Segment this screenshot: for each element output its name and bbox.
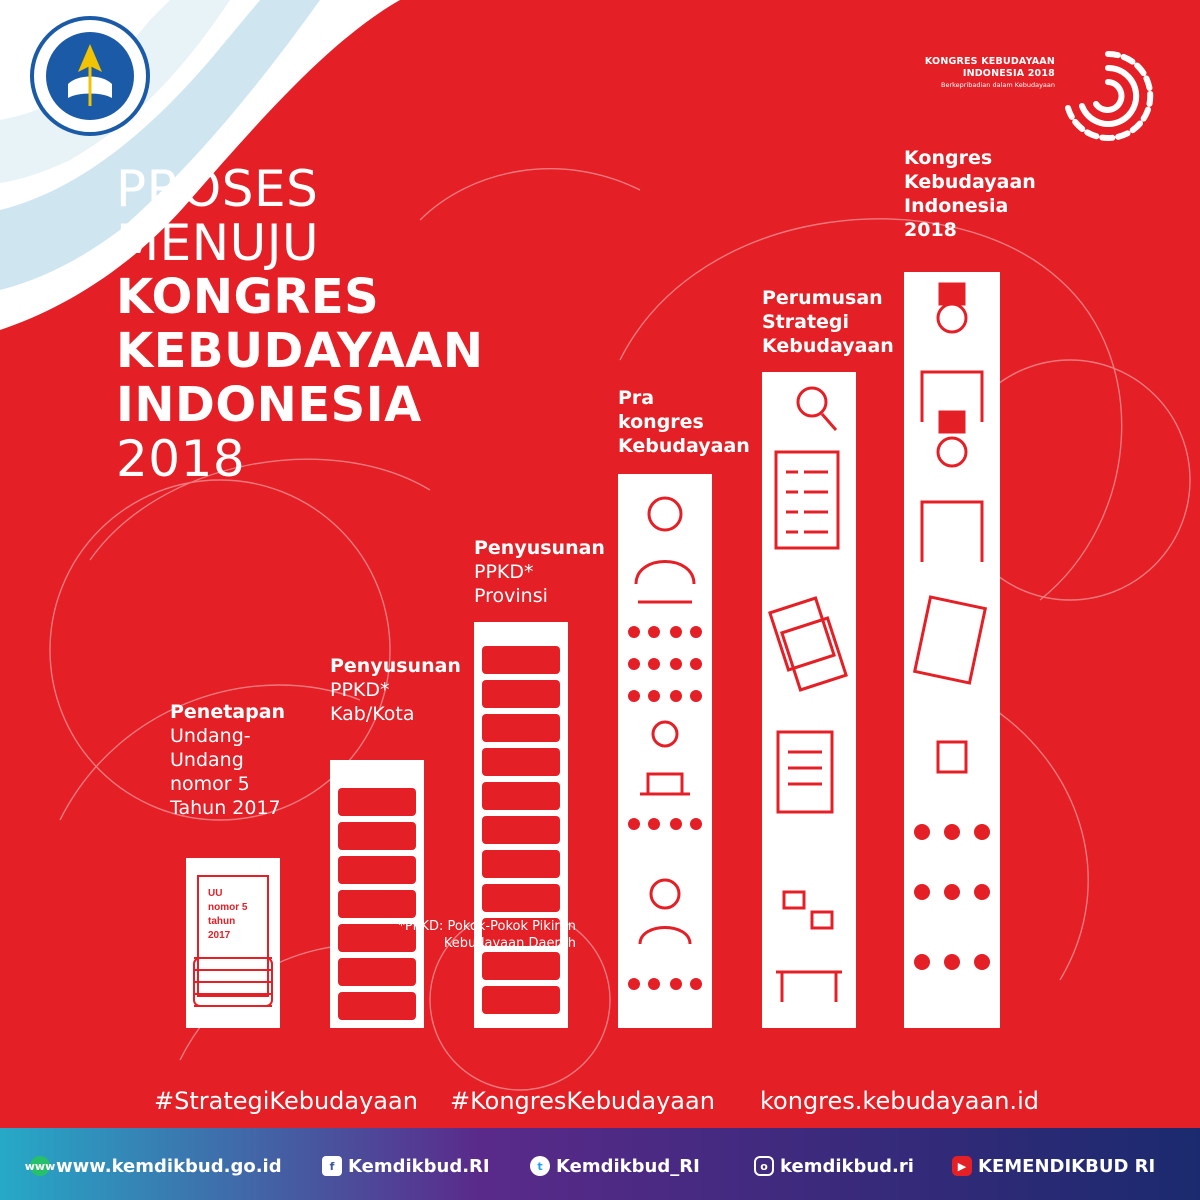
facebook-icon: f	[322, 1156, 342, 1176]
step-6-label: Kongres Kebudayaan Indonesia 2018	[904, 147, 1036, 241]
hashtag-strategi[interactable]: #StrategiKebudayaan	[154, 1087, 418, 1115]
speaker-audience-icon	[618, 474, 712, 1028]
step-5-bar	[762, 372, 856, 1028]
tut-wuri-handayani-logo	[28, 14, 152, 138]
twitter-icon: t	[530, 1156, 550, 1176]
step-6-bar	[904, 272, 1000, 1028]
kongres-logo-title: KONGRES KEBUDAYAAN INDONESIA 2018	[924, 56, 1055, 79]
kongres-logo-subtitle: Berkepribadian dalam Kebudayaan	[941, 81, 1055, 89]
social-media-bar	[0, 1128, 1200, 1200]
social-web[interactable]: www www.kemdikbud.go.id	[24, 1155, 282, 1177]
step-2-bar	[330, 760, 424, 1028]
ministry-emblem-icon	[28, 14, 152, 138]
svg-text:UU: UU	[208, 888, 223, 899]
step-4-label: Pra kongres Kebudayaan	[618, 387, 750, 457]
svg-text:2017: 2017	[208, 930, 231, 941]
step-1-bar	[186, 858, 280, 1028]
svg-text:tahun: tahun	[208, 916, 236, 927]
instagram-icon: o	[754, 1156, 774, 1176]
hashtag-kongres[interactable]: #KongresKebudayaan	[450, 1087, 715, 1115]
step-2-label: Penyusunan PPKD* Kab/Kota	[330, 655, 461, 725]
ppkd-footnote: *PPKD: Pokok-Pokok Pikiran Kebudayaan Daerah	[398, 919, 576, 951]
social-facebook[interactable]: f Kemdikbud.RI	[322, 1152, 490, 1180]
step-1-label: Penetapan Undang- Undang nomor 5 Tahun 2017	[170, 701, 286, 819]
svg-text:nomor 5: nomor 5	[208, 902, 248, 913]
website-link[interactable]: kongres.kebudayaan.id	[760, 1087, 1039, 1115]
step-3-label: Penyusunan PPKD* Provinsi	[474, 537, 605, 607]
social-youtube[interactable]: ▶ KEMENDIKBUD RI	[952, 1152, 1155, 1180]
page-title: PROSES MENUJU KONGRES KEBUDAYAAN INDONESIA 2018	[116, 160, 484, 488]
officials-crowd-icon	[904, 272, 1000, 1028]
www-icon: www	[30, 1156, 50, 1176]
social-twitter[interactable]: t Kemdikbud_RI	[530, 1152, 700, 1180]
law-book-icon	[186, 858, 280, 1028]
step-3-bar	[474, 622, 568, 1028]
social-instagram[interactable]: o kemdikbud.ri	[754, 1152, 914, 1180]
book-stack-icon	[474, 622, 568, 1028]
step-5-label: Perumusan Strategi Kebudayaan	[762, 287, 894, 357]
kongres-swirl-icon	[1058, 46, 1158, 146]
youtube-icon: ▶	[952, 1156, 972, 1176]
document-discussion-icon	[762, 372, 856, 1028]
step-4-bar	[618, 474, 712, 1028]
kongres-kebudayaan-logo	[888, 46, 1178, 156]
book-stack-icon	[330, 760, 424, 1028]
